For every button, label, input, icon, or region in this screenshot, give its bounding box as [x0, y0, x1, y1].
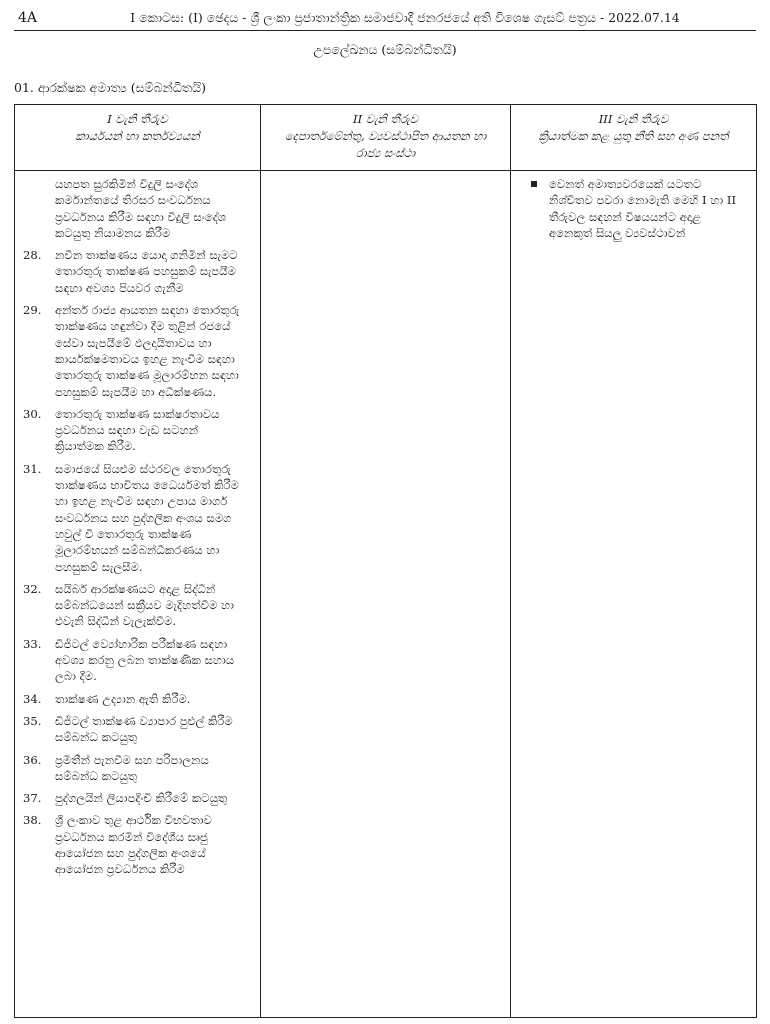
ministry-heading: 01. ආරක්ෂක අමාත්‍ය (සම්බන්ධිතයි) — [14, 80, 207, 95]
list-item — [23, 302, 254, 400]
list-item — [23, 247, 254, 296]
running-head — [14, 6, 756, 30]
item-text: නවීන තාක්ෂණය යොදා ගනිමින් සැමට තොරතුරු තාක්ෂණ පහසුකම් සැපයීම සඳහා අවශ්‍ය පියවර ගැනීම — [55, 248, 238, 295]
schedule-table — [14, 104, 757, 1018]
item-number: 37. — [23, 791, 42, 806]
item-number — [23, 176, 55, 241]
item-number: 33. — [23, 636, 42, 651]
column-subtitle: කාර්යයන් හා කර්තව්‍යයන් — [75, 129, 200, 143]
item-number: 31. — [23, 461, 42, 476]
column-header-3 — [511, 105, 757, 171]
item-text: යහපත සුරකිමින් විදුලි සංදේශ කර්මාන්තයේ තිරසර සංවර්ධනය ප්‍රවර්ධනය කිරීම සඳහා විදුලි සංදේශ කටයුතු නියාමනය කිරීම — [55, 177, 227, 240]
column-3-body — [511, 171, 757, 1018]
column-header-1 — [15, 105, 261, 171]
item-text: පුද්ගලයින් ලියාපදිංචි කිරීමේ කටයුතු — [55, 791, 228, 806]
item-number: 35. — [23, 713, 42, 728]
list-item — [531, 176, 742, 241]
list-item — [23, 713, 254, 746]
list-item — [23, 752, 254, 785]
item-number: 29. — [23, 303, 42, 318]
list-item — [23, 790, 254, 806]
column-title: I වැනි තීරුව — [107, 112, 168, 126]
item-number: 38. — [23, 813, 42, 828]
item-number: 34. — [23, 691, 42, 706]
list-item — [23, 636, 254, 685]
list-item — [23, 581, 254, 630]
item-text: තොරතුරු තාක්ෂණ සාක්ෂරතාවය ප්‍රවර්ධනය සඳහා වැඩ සටහන් ක්‍රියාත්මක කිරීම. — [55, 406, 220, 454]
column-subtitle: දෙපාර්තමේන්තු, ව්‍යවස්ථාපිත ආයතන හා රාජ්‍ය සංස්ථා — [284, 129, 487, 160]
list-item — [23, 461, 254, 575]
item-text: සයිබර් ආරක්ෂණයට අදාළ සිද්ධීන් සම්බන්ධයෙන් සක්‍රීයව මැදිහත්වීම හා එවැනි සිද්ධීන් වැලැක්වීම. — [55, 581, 234, 629]
list-item — [23, 812, 254, 877]
column-title: III වැනි තීරුව — [598, 112, 669, 126]
column-header-2 — [261, 105, 511, 171]
column-title: II වැනි තීරුව — [353, 112, 418, 126]
item-text: ඩිජිටල් තාක්ෂණ ව්‍යාපාර පුළුල් කිරීම සම්බන්ධ කටයුතු — [55, 713, 233, 745]
header-rule — [14, 30, 756, 31]
item-text: අන්තර් රාජ්‍ය ආයතන සඳහා තොරතුරු තාක්ෂණය හඳුන්වා දීම තුළින් රජයේ සේවා සැපයීමේ ඵලදායිතාවය හා කාර්යක්ෂමතාවය ඉහළ නැංවීම සඳහා තොරතුරු තාක්ෂණ මූලාරම්භන සඳහා පහසුකම් සැපයීම හා අධීක්ෂණය. — [55, 303, 240, 399]
item-text: වෙනත් අමාත්‍යවරයෙක් යටතට නිශ්චිතව පවරා නොමැති මෙහි I හා II තීරුවල සඳහන් විෂයයන්ට අදාළ අනෙකුත් සියලු ව්‍යවස්ථාවන් — [549, 177, 737, 240]
column-subtitle: ක්‍රියාත්මක කළ යුතු නීති සහ අණ පනත් — [538, 129, 729, 143]
page-number: 4A — [18, 10, 38, 26]
list-item — [23, 691, 254, 707]
bullet-icon — [531, 181, 539, 241]
item-text: ප්‍රමිතීන් පැනවීම සහ පරිපාලනය සම්බන්ධ කටයුතු — [55, 752, 209, 783]
schedule-title: උපලේඛනය (සම්බන්ධිතයි) — [313, 42, 457, 57]
running-head-text: I කොටස: (I) ඡෙදය - ශ්‍රී ලංකා ප්‍රජාතාන්ත්‍රික සමාජවාදී ජනරජයේ අති විශෙෂ ගැසට් පත්‍රය - 2022.07.14 — [130, 10, 680, 25]
item-text: තාක්ෂණ උද්‍යාන ඇති කිරීම. — [55, 691, 191, 706]
item-text: ශ්‍රී ලංකාව තුළ ආර්ථික විභවතාව ප්‍රවර්ධනය කරමින් විදේශීය සෘජු ආයෝජන සහ පුද්ගලික අංශයේ ආයෝජන ප්‍රවර්ධනය කිරීම — [55, 813, 212, 877]
list-item — [23, 406, 254, 455]
item-number: 32. — [23, 581, 42, 596]
item-number: 36. — [23, 752, 42, 767]
column-1-body — [15, 171, 261, 1018]
item-text: ඩිජිටල් ව්‍යෝහාරික පරීක්ෂණ සඳහා අවශ්‍ය කරනු ලබන තාක්ෂණික සහාය ලබා දීම. — [55, 636, 235, 684]
item-number: 28. — [23, 248, 42, 263]
list-item — [23, 176, 254, 241]
column-2-body — [261, 171, 511, 1018]
item-number: 30. — [23, 406, 42, 421]
item-text: සමාජයේ සියළුම ස්ථරවල තොරතුරු තාක්ෂණය භාවිතය ධෛර්යමත් කිරීම හා ඉහළ නැංවීම සඳහා උපාය මාර්ග සංවර්ධනය සහ පුද්ගලික අංශය සමග හවුල් වී තොරතුරු තාක්ෂණ මූලාරම්භයන් සම්බන්ධීකරණය හා පහසුකම් සැලසීම. — [55, 461, 239, 574]
